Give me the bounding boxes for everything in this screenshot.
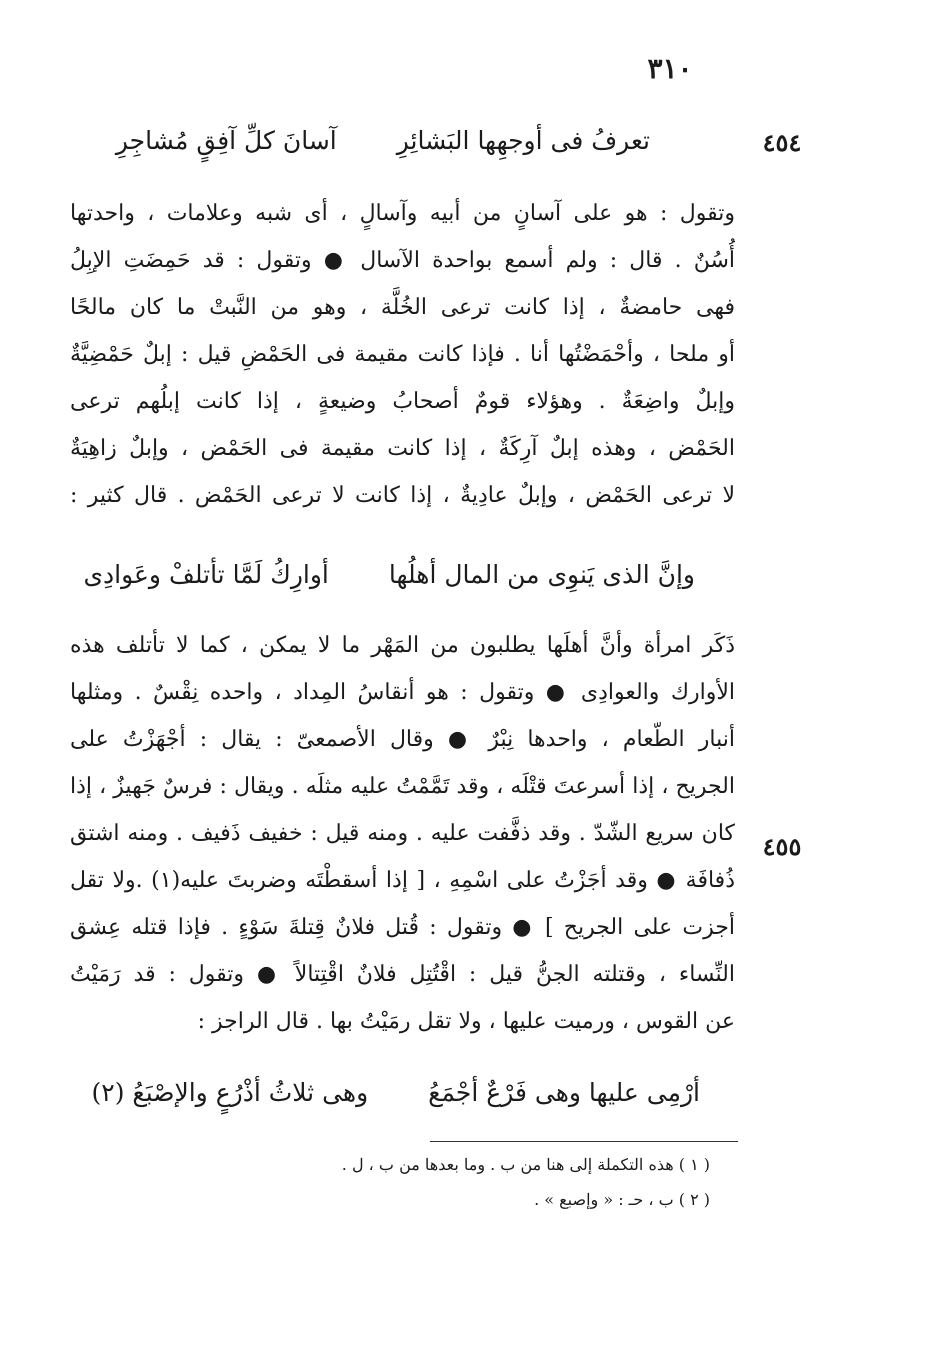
verse-3-hemistich-2: وهى ثلاثُ أذْرُعٍ والإصْبَعُ (٢): [91, 1078, 369, 1107]
footnote-2: ( ٢ ) ب ، حـ : « وإصبع » .: [534, 1190, 710, 1209]
verse-1-hemistich-1: تعرفُ فى أوجهِها البَشائِرِ: [396, 126, 650, 155]
text-line: وتقول : هو على آسانٍ من أبيه وآسالٍ ، أى شبه وعلامات ، واحدتها: [70, 201, 735, 226]
verse-1-hemistich-2: آسانَ كلِّ آفِقٍ مُشاجِرِ: [115, 126, 337, 155]
text-line: عن القوس ، ورميت عليها ، ولا تقل رمَيْتُ بها . قال الراجز :: [197, 1009, 735, 1034]
text-line: وإبلٌ واضِعَةٌ . وهؤلاء قومٌ أصحابُ وضيعةٍ ، إذا كانت إبلُهم ترعى: [70, 389, 735, 414]
footnote-1: ( ١ ) هذه التكملة إلى هنا من ب . وما بعدها من ب ، ل .: [341, 1155, 710, 1174]
text-line: الحَمْض ، وهذه إبلٌ آرِكَةٌ ، إذا كانت مقيمة فى الحَمْض ، وإبلٌ زاهِيَةٌ: [70, 436, 735, 461]
paragraph-1: [70, 190, 735, 519]
text-line: الأوارك والعوادِى ● وتقول : هو أنقاسُ المِداد ، واحده نِقْسٌ . ومثلها: [70, 680, 735, 705]
entry-number-454: ٤٥٤: [762, 128, 802, 157]
text-line: النِّساء ، وقتلته الجنُّ قيل : اقْتُتِل فلانٌ اقْتِتالاً ● وتقول : قد رَمَيْتُ: [70, 962, 735, 987]
page-number: ٣١٠: [647, 52, 693, 85]
text-line: أنبار الطّعام ، واحدها نِبْرٌ ● وقال الأصمعىّ : يقال : أجْهَزْتُ على: [70, 727, 735, 752]
text-line: ذَكَر امرأة وأنَّ أهلَها يطلبون من المَهْر ما لا يمكن ، كما لا تأتلف هذه: [70, 633, 735, 658]
text-line: فهى حامضةٌ ، إذا كانت ترعى الخُلَّة ، وهو من النَّبتْ ما كان مالحًا: [70, 295, 735, 320]
text-line: أو ملحا ، وأحْمَضْتُها أنا . فإذا كانت مقيمة فى الحَمْضِ قيل : إبلٌ حَمْضِيَّةٌ: [70, 342, 735, 367]
verse-3-hemistich-1: أرْمِى عليها وهى فَرْعٌ أجْمَعُ: [428, 1078, 700, 1107]
paragraph-2: [70, 622, 735, 1045]
verse-line-3: [92, 1078, 701, 1107]
text-line: ذُفافَة ● وقد أجَزْتُ على اسْمِهِ ، [ إذا أسقطْتَه وضربتَ عليه(١) .ولا تقل: [70, 868, 735, 893]
text-line: أجزت على الجريح ] ● وتقول : قُتل فلانٌ قِتلةَ سَوْءٍ . فإذا قتله عِشق: [70, 915, 735, 940]
footnote-separator: [430, 1141, 738, 1142]
verse-line-1: [116, 126, 650, 155]
text-line: لا ترعى الحَمْض ، وإبلٌ عادِيةٌ ، إذا كانت لا ترعى الحَمْض . قال كثير :: [70, 483, 735, 508]
text-line: الجريح ، إذا أسرعتَ قتْلَه ، وقد تَمَّمْتُ عليه مثلَه . ويقال : فرسٌ جَهيزٌ ، إذا: [70, 774, 735, 799]
text-line: كان سريع الشّدّ . وقد ذفَّفت عليه . ومنه قيل : خفيف ذَفيف . ومنه اشتق: [70, 821, 735, 846]
entry-number-455: ٤٥٥: [762, 832, 802, 861]
verse-2-hemistich-1: وإنَّ الذى يَنوِى من المال أهلُها: [388, 560, 695, 589]
text-line: أُسُنٌ . قال : ولم أسمع بواحدة الآسال ● وتقول : قد حَمِضَتِ الإبِلُ: [70, 248, 735, 273]
verse-2-hemistich-2: أوارِكُ لَمَّا تأتلفْ وعَوادِى: [83, 560, 329, 589]
verse-line-2: [83, 560, 695, 589]
